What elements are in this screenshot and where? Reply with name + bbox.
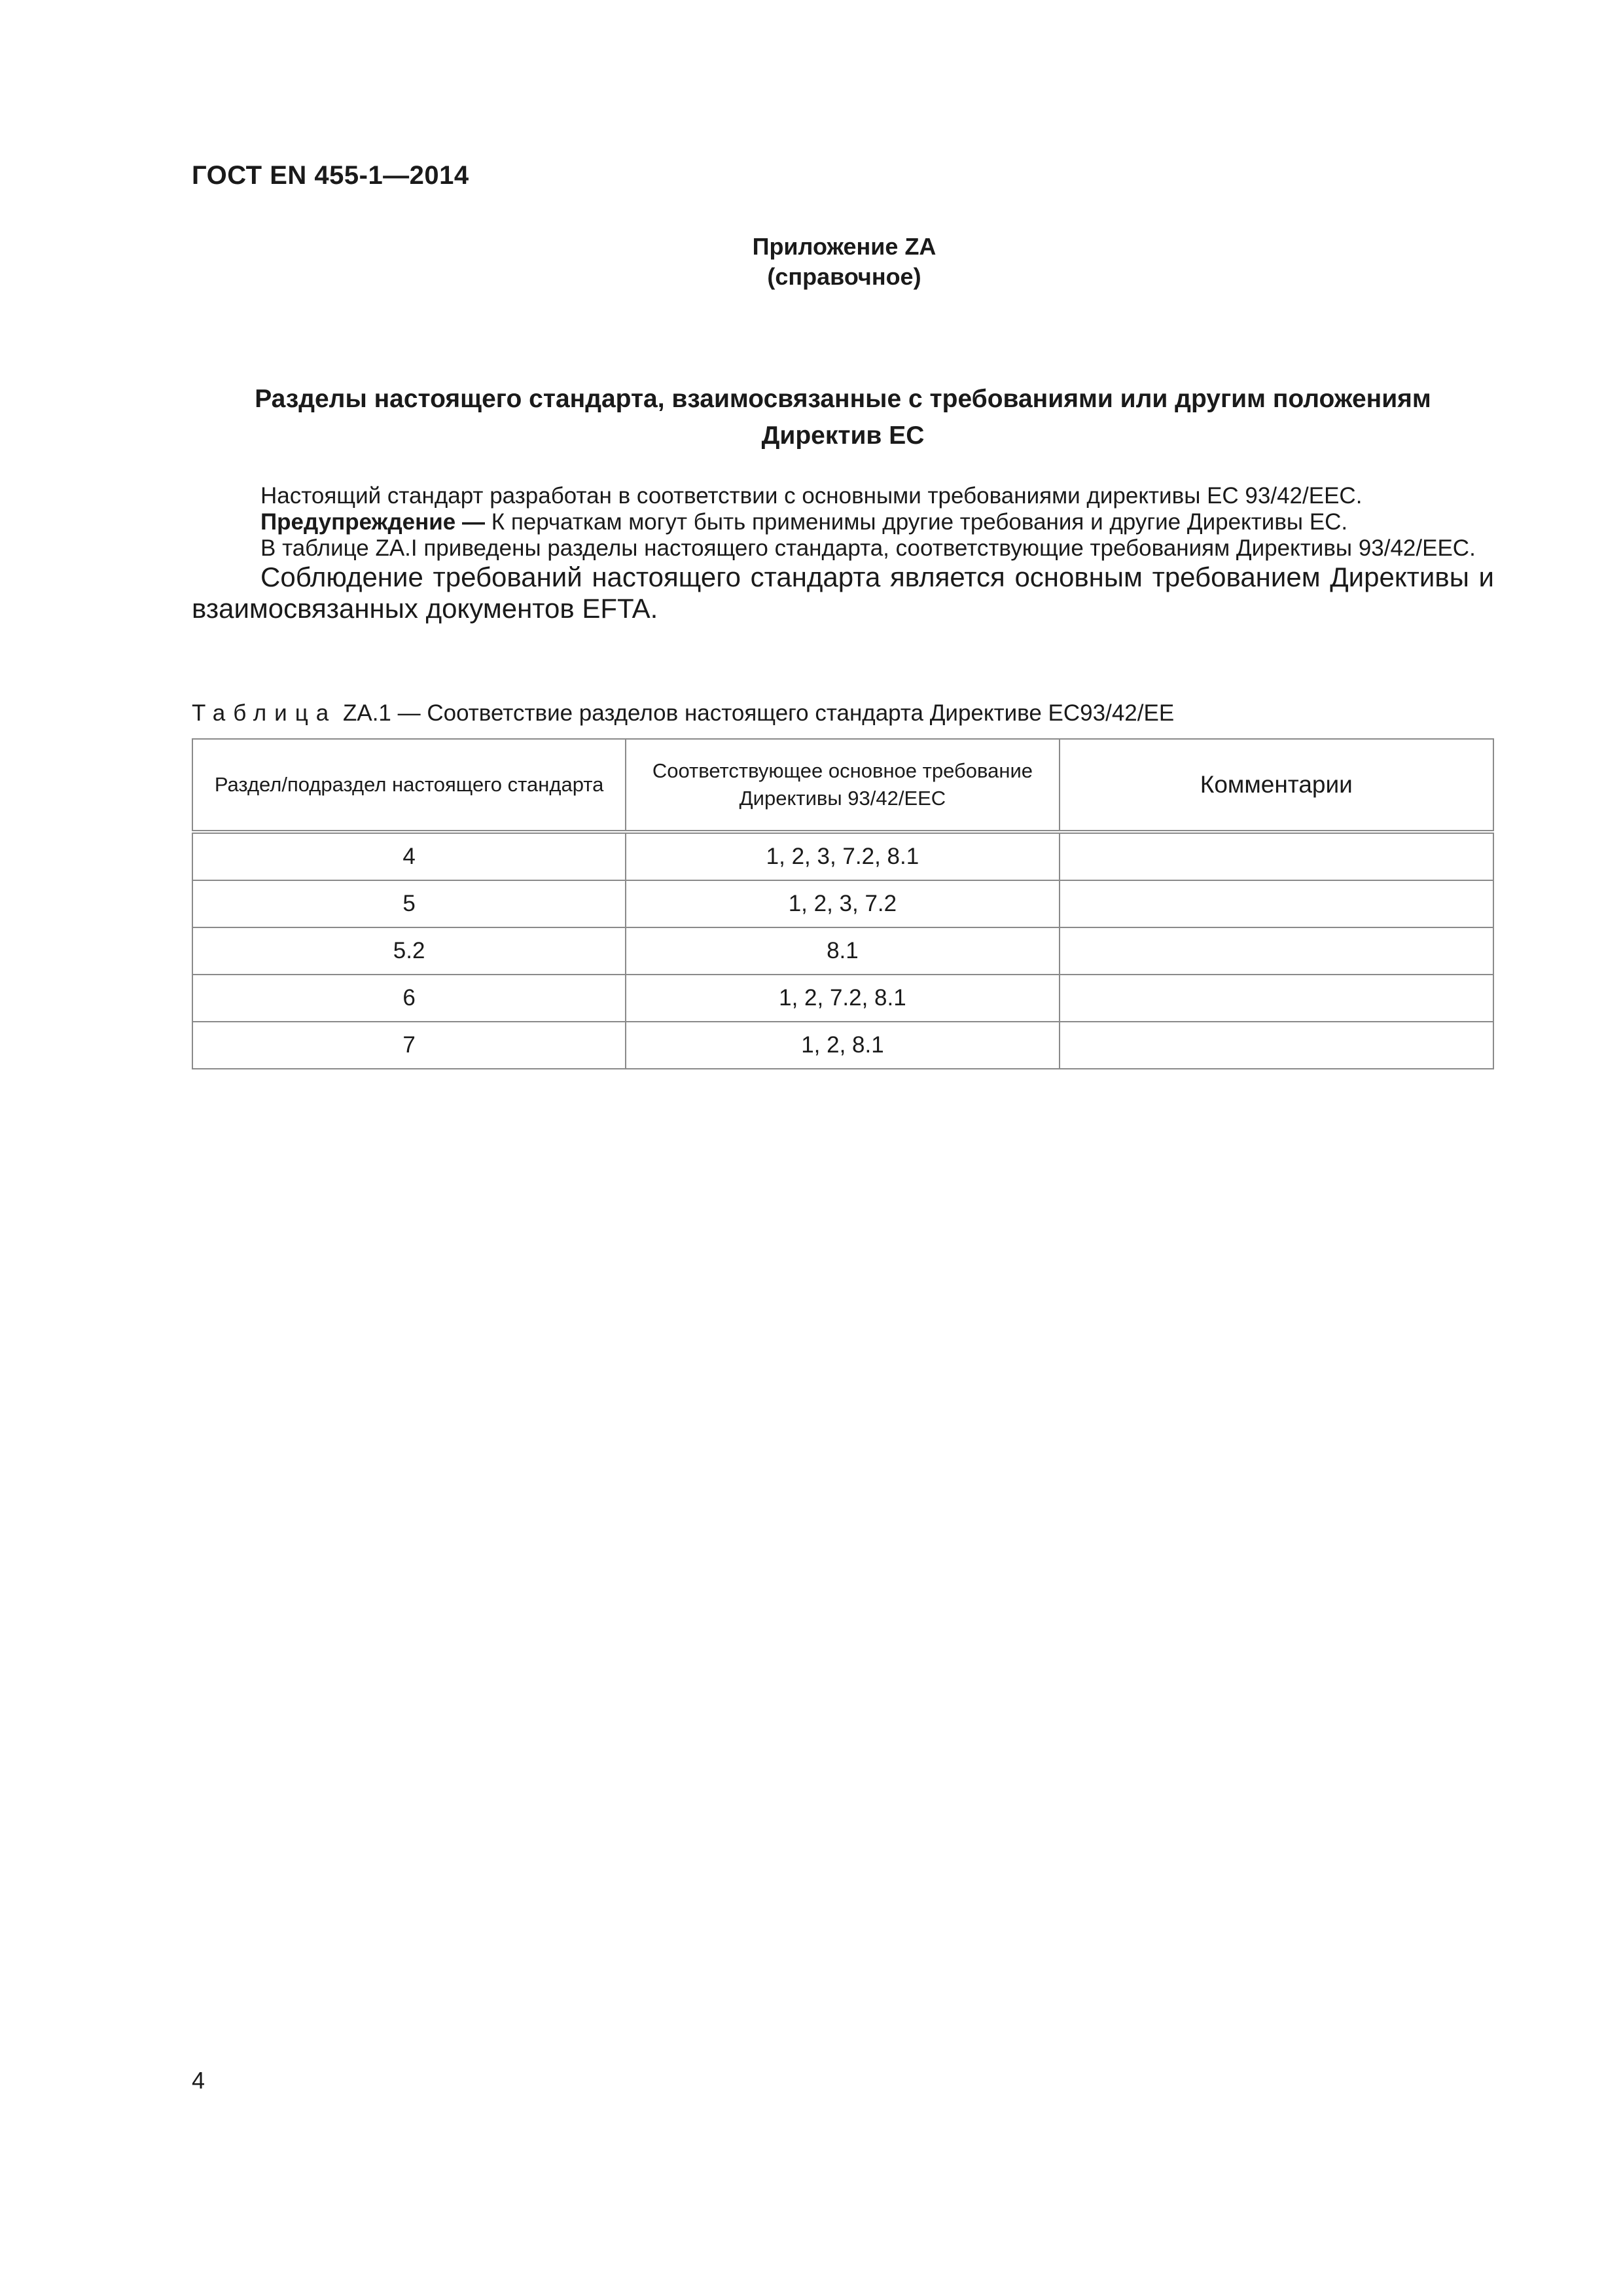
cell-comment [1060, 1022, 1493, 1069]
table-caption-label: Таблица [192, 700, 337, 726]
page-number: 4 [192, 2067, 205, 2094]
paragraph-compliance: Соблюдение требований настоящего стандарта является основным требованием Директивы и взаимосвязанных документов EFTA. [192, 562, 1494, 624]
section-title [192, 381, 1494, 454]
table-row [192, 975, 1493, 1022]
table-row [192, 880, 1493, 927]
annex-type: (справочное) [767, 263, 921, 290]
cell-section: 7 [192, 1022, 626, 1069]
cell-requirement: 1, 2, 3, 7.2 [626, 880, 1059, 927]
cell-requirement: 8.1 [626, 927, 1059, 975]
table-caption [192, 700, 1174, 726]
header-comments: Комментарии [1060, 739, 1493, 832]
warning-text: К перчаткам могут быть применимы другие требования и другие Директивы ЕС. [484, 509, 1348, 535]
section-title-line-1: Разделы настоящего стандарта, взаимосвязанные с требованиями или другим положениям [255, 385, 1431, 413]
header-requirement: Соответствующее основное требование Директивы 93/42/ЕЕС [626, 739, 1059, 832]
table-row [192, 1022, 1493, 1069]
cell-section: 5.2 [192, 927, 626, 975]
header-section: Раздел/подраздел настоящего стандарта [192, 739, 626, 832]
cell-requirement: 1, 2, 8.1 [626, 1022, 1059, 1069]
cell-requirement: 1, 2, 7.2, 8.1 [626, 975, 1059, 1022]
table-row [192, 832, 1493, 880]
cell-comment [1060, 880, 1493, 927]
cell-section: 4 [192, 832, 626, 880]
document-code: ГОСТ EN 455-1—2014 [192, 161, 469, 190]
cell-section: 6 [192, 975, 626, 1022]
table-row [192, 927, 1493, 975]
cell-section: 5 [192, 880, 626, 927]
annex-title: Приложение ZA [752, 233, 936, 260]
paragraph-warning [192, 509, 1494, 535]
warning-label: Предупреждение — [260, 509, 485, 535]
cell-requirement: 1, 2, 3, 7.2, 8.1 [626, 832, 1059, 880]
cell-comment [1060, 975, 1493, 1022]
paragraph-table-reference: В таблице ZA.I приведены разделы настоящего стандарта, соответствующие требованиям Директивы 93/42/ЕЕС. [260, 535, 1476, 561]
body-text [192, 483, 1494, 624]
paragraph-standard-basis: Настоящий стандарт разработан в соответствии с основными требованиями директивы ЕС 93/42/ЕЕС. [260, 483, 1363, 509]
cell-comment [1060, 832, 1493, 880]
table-caption-text: ZA.1 — Соответствие разделов настоящего стандарта Директиве ЕС93/42/ЕЕ [342, 700, 1175, 726]
cell-comment [1060, 927, 1493, 975]
table-header-row [192, 739, 1493, 832]
correspondence-table [192, 738, 1494, 1069]
section-title-line-2: Директив ЕС [761, 422, 925, 450]
